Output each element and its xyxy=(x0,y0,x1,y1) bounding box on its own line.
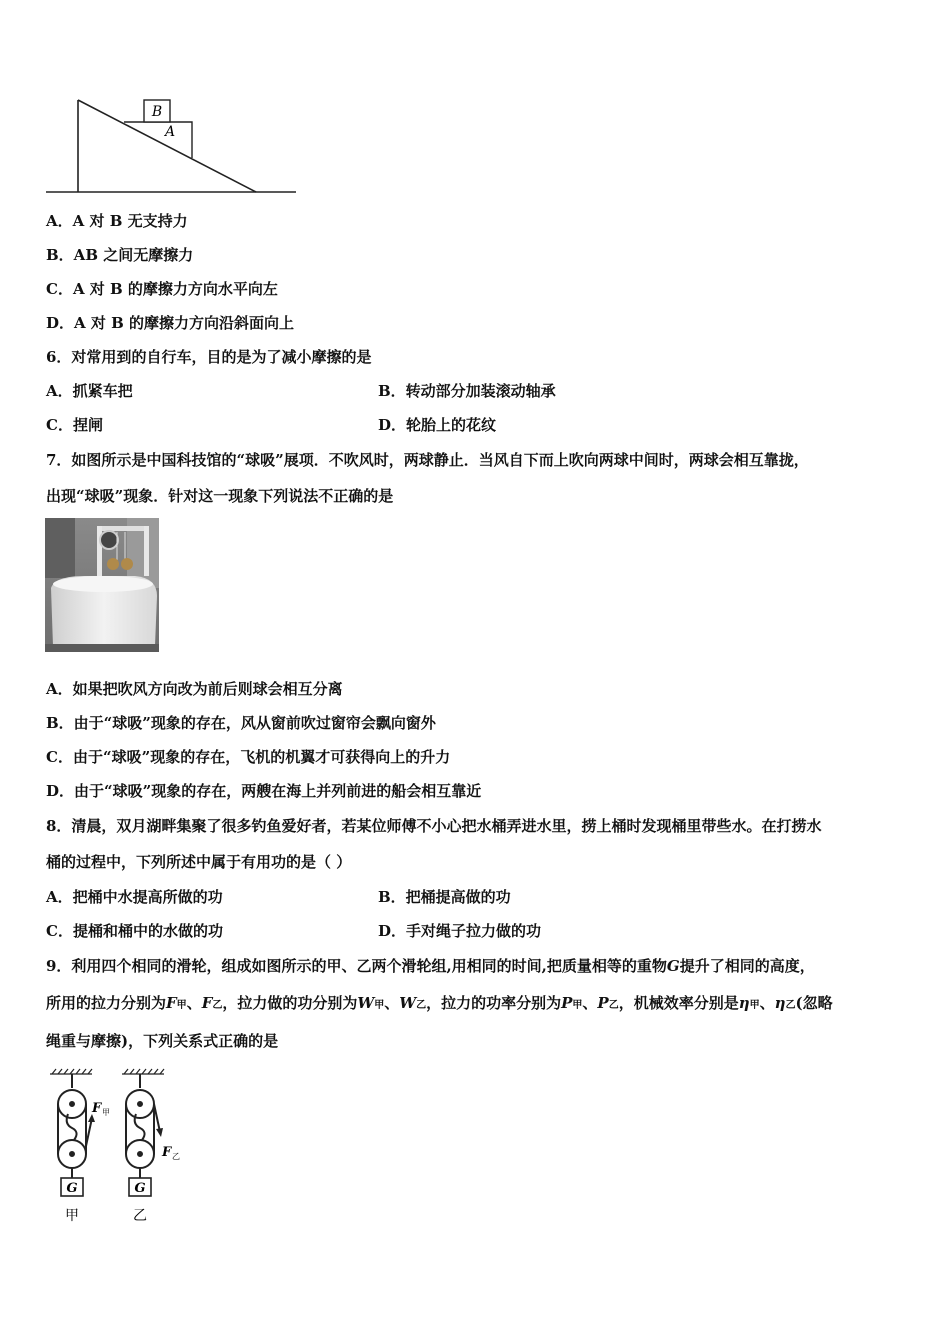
q5-option-c: C．A 对 B 的摩擦力方向水平向左 xyxy=(46,280,278,298)
force-right-sub: 乙 xyxy=(172,1152,180,1161)
q9-stem-line3: 绳重与摩擦)，下列关系式正确的是 xyxy=(46,1032,279,1050)
q6-option-b: B．转动部分加装滚动轴承 xyxy=(378,382,556,400)
q7-option-b: B．由于“球吸”现象的存在，风从窗前吹过窗帘会飘向窗外 xyxy=(46,714,436,732)
q8-stem-line1: 8．清晨，双月湖畔集聚了很多钓鱼爱好者，若某位师傅不小心把水桶弄进水里，捞上桶时发现桶里带些水。在打捞水 xyxy=(46,817,822,835)
q6-option-d: D．轮胎上的花纹 xyxy=(378,416,497,434)
q5-option-d: D．A 对 B 的摩擦力方向沿斜面向上 xyxy=(46,314,294,332)
q5-option-b: B．AB 之间无摩擦力 xyxy=(46,246,194,264)
q7-stem-line1: 7．如图所示是中国科技馆的“球吸”展项．不吹风时，两球静止．当风自下而上吹向两球中间时，两球会相互靠拢， xyxy=(46,451,809,469)
weight-right-label: G xyxy=(134,1181,146,1196)
q8-option-b: B．把桶提高做的功 xyxy=(378,888,511,906)
q7-stem-line2: 出现“球吸”现象．针对这一现象下列说法不正确的是 xyxy=(46,487,394,505)
q7-option-c: C．由于“球吸”现象的存在，飞机的机翼才可获得向上的升力 xyxy=(46,748,451,766)
q8-option-d: D．手对绳子拉力做的功 xyxy=(378,922,542,940)
pulley-figure xyxy=(42,1066,192,1228)
q9-stem-line2: 所用的拉力分别为F甲、F乙，拉力做的功分别为W甲、W乙，拉力的功率分别为P甲、P乙，机械效率分别是η甲、η乙(忽略 xyxy=(46,994,833,1012)
q6-option-c: C．捏闸 xyxy=(46,416,103,434)
q5-option-a: A．A 对 B 无支持力 xyxy=(46,212,188,230)
q6-stem: 6．对常用到的自行车，目的是为了减小摩擦的是 xyxy=(46,348,372,366)
caption-yi: 乙 xyxy=(133,1208,147,1224)
force-right-label: F xyxy=(162,1145,172,1160)
force-left-sub: 甲 xyxy=(102,1108,110,1117)
q9-stem-line1: 9．利用四个相同的滑轮，组成如图所示的甲、乙两个滑轮组,用相同的时间,把质量相等的重物G提升了相同的高度， xyxy=(46,957,815,975)
caption-jia: 甲 xyxy=(65,1208,79,1224)
q8-option-c: C．提桶和桶中的水做的功 xyxy=(46,922,223,940)
label-b: B xyxy=(151,104,163,120)
force-left-label: F xyxy=(92,1101,102,1116)
q7-option-a: A．如果把吹风方向改为前后则球会相互分离 xyxy=(46,680,343,698)
incline-figure xyxy=(44,96,300,196)
weight-left-label: G xyxy=(66,1181,78,1196)
q7-option-d: D．由于“球吸”现象的存在，两艘在海上并列前进的船会相互靠近 xyxy=(46,782,482,800)
ball-suction-photo xyxy=(45,518,159,652)
q8-stem-line2: 桶的过程中，下列所述中属于有用功的是（ ） xyxy=(46,853,352,871)
q8-option-a: A．把桶中水提高所做的功 xyxy=(46,888,223,906)
label-a: A xyxy=(164,124,176,140)
q6-option-a: A．抓紧车把 xyxy=(46,382,133,400)
